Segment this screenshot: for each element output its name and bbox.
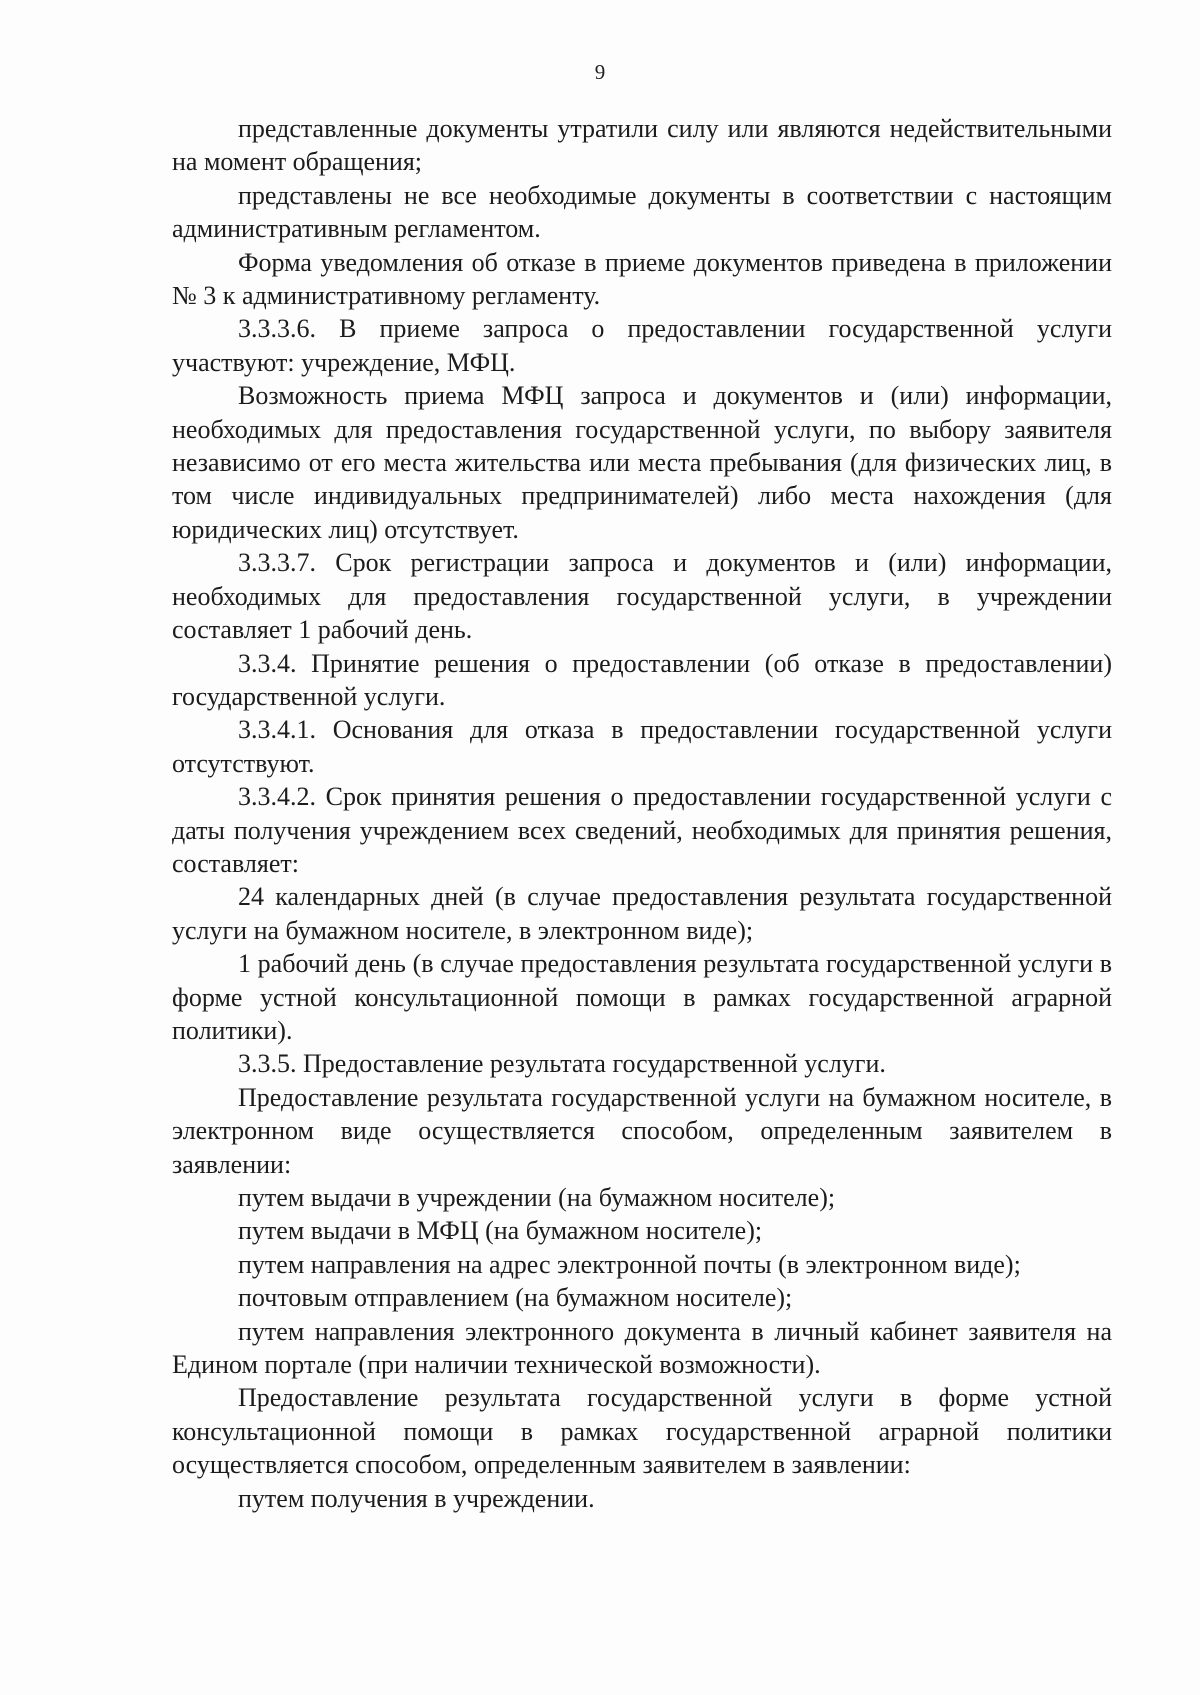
paragraph: 3.3.4. Принятие решения о предоставлении (об отказе в предоставлении) государственной услуги. xyxy=(172,648,1112,711)
paragraph: Предоставление результата государственной услуги в форме устной консультационной помощи в рамках государственной аграрной политики осуществляется способом, определенным заявителем в заявлении: xyxy=(172,1383,1112,1480)
paragraph: 3.3.5. Предоставление результата государственной услуги. xyxy=(238,1049,886,1079)
paragraph: 3.3.3.7. Срок регистрации запроса и документов и (или) информации, необходимых для предоставления государственной услуги, в учреждении составляет 1 рабочий день. xyxy=(172,548,1112,645)
paragraph: 1 рабочий день (в случае предоставления результата государственной услуги в форме устной консультационной помощи в рамках государственной аграрной политики). xyxy=(172,949,1112,1045)
paragraph: путем выдачи в учреждении (на бумажном носителе); xyxy=(238,1183,836,1212)
page-number: 9 xyxy=(594,60,606,84)
paragraph: путем выдачи в МФЦ (на бумажном носителе); xyxy=(238,1216,763,1246)
paragraph: Предоставление результата государственной услуги на бумажном носителе, в электронном виде осуществляется способом, определенным заявителем в заявлении: xyxy=(172,1082,1112,1179)
paragraph: 3.3.4.2. Срок принятия решения о предоставлении государственной услуги с даты получения учреждением всех сведений, необходимых для принятия решения, составляет: xyxy=(172,782,1112,878)
paragraph: путем направления электронного документа в личный кабинет заявителя на Едином портале (при наличии технической возможности). xyxy=(172,1316,1112,1380)
paragraph: представлены не все необходимые документы в соответствии с настоящим административным регламентом. xyxy=(172,180,1112,244)
paragraph: путем направления на адрес электронной почты (в электронном виде); xyxy=(238,1249,1021,1279)
paragraph: 24 календарных дней (в случае предоставления результата государственной услуги на бумажном носителе, в электронном виде); xyxy=(172,882,1112,945)
paragraph: 3.3.4.1. Основания для отказа в предоставлении государственной услуги отсутствуют. xyxy=(172,715,1112,778)
paragraph: путем получения в учреждении. xyxy=(238,1483,595,1513)
paragraph: почтовым отправлением (на бумажном носителе); xyxy=(238,1283,793,1313)
paragraph: представленные документы утратили силу или являются недействительными на момент обращения; xyxy=(172,114,1112,177)
paragraph: 3.3.3.6. В приеме запроса о предоставлении государственной услуги участвуют: учреждение, МФЦ. xyxy=(172,314,1112,377)
paragraph: Возможность приема МФЦ запроса и документов и (или) информации, необходимых для предоставления государственной услуги, по выбору заявителя независимо от его места жительства или места пребывания (для физических лиц, в том числе индивидуальных предпринимателей) либо места нахождения (для юридических лиц) отсутствует. xyxy=(172,381,1112,544)
paragraph: Форма уведомления об отказе в приеме документов приведена в приложении № 3 к административному регламенту. xyxy=(172,247,1112,311)
document-body xyxy=(172,112,1112,1515)
